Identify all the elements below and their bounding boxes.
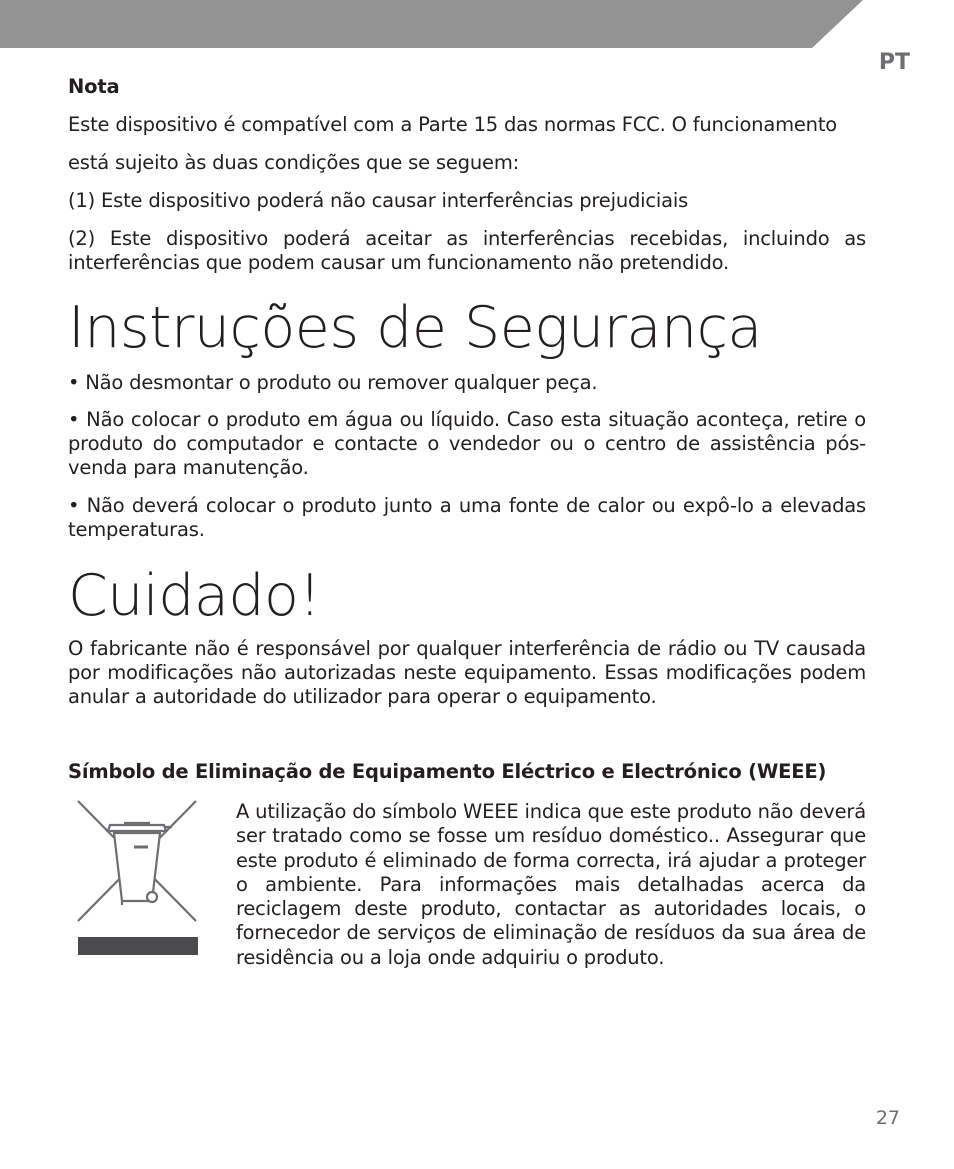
caution-body: O fabricante não é responsável por qualquer interferência de rádio ou TV causada por modificações não autorizadas neste equipamento. Essas modificações podem anular a autoridade do utilizador para operar o equipamento. [68, 637, 866, 708]
page-number: 27 [875, 1107, 900, 1129]
nota-heading: Nota [68, 75, 120, 98]
safety-item-3: • Não deverá colocar o produto junto a uma fonte de calor ou expô-lo a elevadas temperaturas. [68, 494, 866, 541]
nota-condition-1: (1) Este dispositivo poderá não causar interferências prejudiciais [68, 189, 689, 212]
safety-item-1: • Não desmontar o produto ou remover qualquer peça. [68, 371, 598, 394]
caution-title: Cuidado! [68, 563, 321, 629]
nota-line-1: Este dispositivo é compatível com a Parte 15 das normas FCC. O funcionamento [68, 113, 838, 136]
header-bar [0, 0, 863, 48]
language-tag: PT [878, 50, 910, 75]
nota-line-2: está sujeito às duas condições que se seguem: [68, 151, 519, 174]
safety-title: Instruções de Segurança [68, 295, 762, 361]
nota-condition-2: (2) Este dispositivo poderá aceitar as interferências recebidas, incluindo as interferências que podem causar um funcionamento não pretendido. [68, 227, 866, 274]
safety-item-2: • Não colocar o produto em água ou líquido. Caso esta situação aconteça, retire o produto do computador e contacte o vendedor ou o centro de assistência pós-venda para manutenção. [68, 408, 866, 479]
crossed-out-wheelie-bin-icon [76, 797, 200, 959]
weee-heading: Símbolo de Eliminação de Equipamento Eléctrico e Electrónico (WEEE) [68, 760, 827, 783]
weee-body: A utilização do símbolo WEEE indica que este produto não deverá ser tratado como se fosse um resíduo doméstico.. Assegurar que este produto é eliminado de forma correcta, irá ajudar a proteger o ambiente. Para informações mais detalhadas acerca da reciclagem deste produto, contactar as autoridades locais, o fornecedor de serviços de eliminação de resíduos da sua área de residência ou a loja onde adquiriu o produto. [236, 800, 866, 969]
